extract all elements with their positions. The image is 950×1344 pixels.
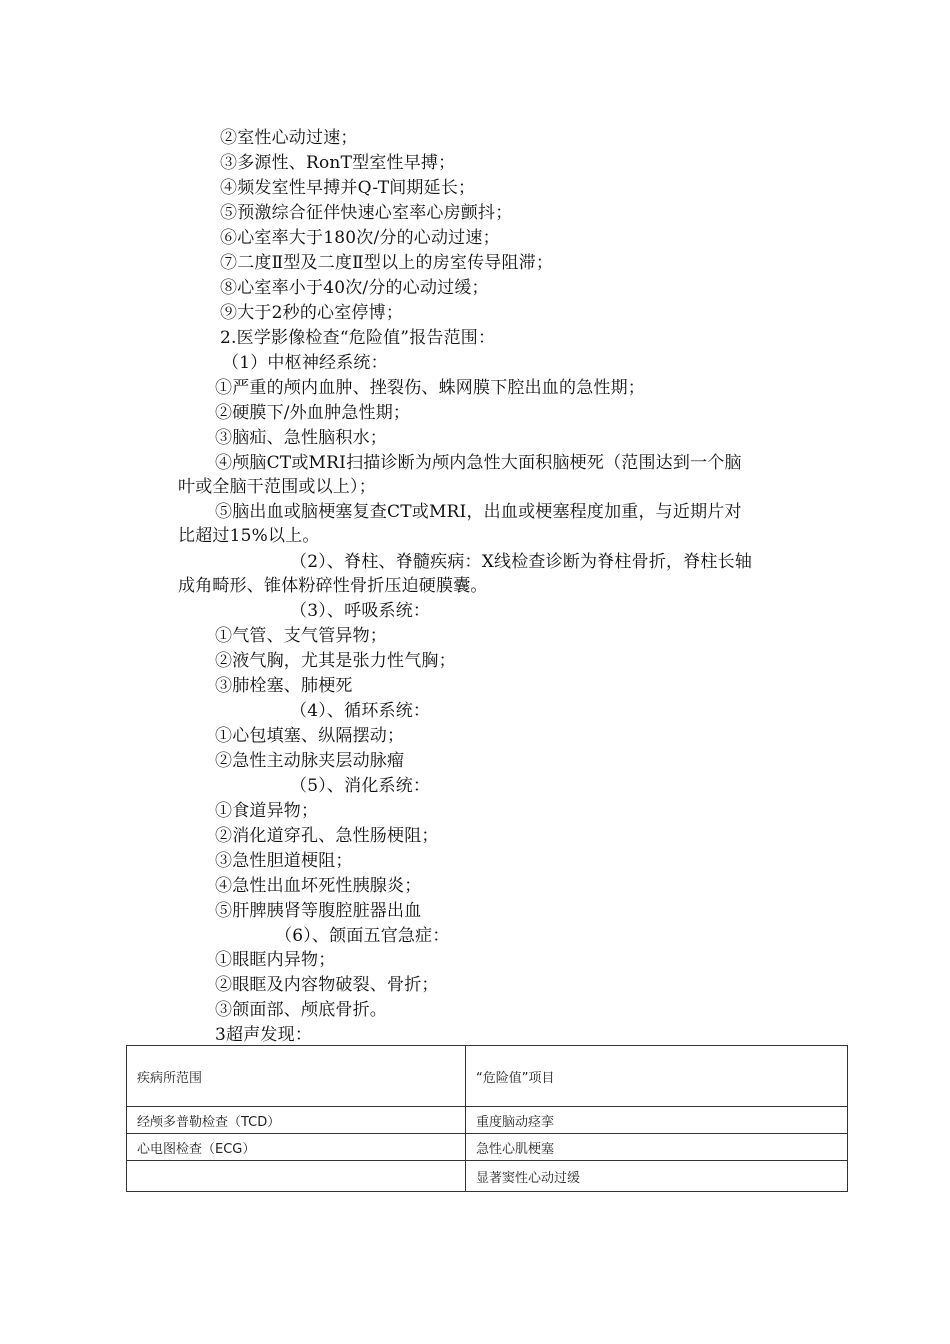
table-row [127,1134,848,1161]
table-cell: 经颅多普勒检查（TCD） [127,1107,466,1134]
circ-item-1: ①心包填塞、纵隔摆动； [215,726,405,746]
ecg-item-7: ⑦二度Ⅱ型及二度Ⅱ型以上的房室传导阻滞； [220,253,554,273]
circ-heading: （4）、循环系统： [290,701,431,721]
spine-heading-line2: 成角畸形、锥体粉碎性骨折压迫硬膜囊。 [178,576,488,596]
ecg-item-6: ⑥心室率大于180次/分的心动过速； [220,228,500,248]
cns-item-5-line1: ⑤脑出血或脑梗塞复查CT或MRI，出血或梗塞程度加重，与近期片对 [215,502,742,522]
resp-item-1: ①气管、支气管异物； [215,626,387,646]
cns-item-4-line1: ④颅脑CT或MRI扫描诊断为颅内急性大面积脑梗死（范围达到一个脑 [215,453,742,473]
dig-item-1: ①食道异物； [215,801,319,821]
dig-item-5: ⑤肝脾胰肾等腹腔脏器出血 [215,901,422,921]
dig-item-2: ②消化道穿孔、急性肠梗阻； [215,826,439,846]
circ-item-2: ②急性主动脉夹层动脉瘤 [215,751,405,771]
ultrasound-heading: 3超声发现： [215,1025,313,1045]
table-cell: 显著窦性心动过缓 [466,1161,848,1192]
resp-item-2: ②液气胸，尤其是张力性气胸； [215,651,456,671]
cns-heading: （1）中枢神经系统： [222,353,388,373]
ecg-item-8: ⑧心室率小于40次/分的心动过缓； [220,278,489,298]
table-header-row [127,1046,848,1107]
ecg-item-4: ④频发室性早搏并Q-T间期延长； [220,178,476,198]
face-item-3: ③颌面部、颅底骨折。 [215,1000,387,1020]
dig-item-4: ④急性出血坏死性胰腺炎； [215,876,422,896]
header-cell-item: “危险值”项目 [466,1046,848,1107]
table-cell: 急性心肌梗塞 [466,1134,848,1161]
cns-item-3: ③脑疝、急性脑积水； [215,428,387,448]
imaging-section-heading: 2.医学影像检查“危险值”报告范围： [220,328,496,348]
table-row [127,1161,848,1192]
table-cell [127,1161,466,1192]
face-item-2: ②眼眶及内容物破裂、骨折； [215,975,439,995]
dig-heading: （5）、消化系统： [290,776,431,796]
dig-item-3: ③急性胆道梗阻； [215,851,353,871]
spine-heading-line1: （2）、脊柱、脊髓疾病：X线检查诊断为脊柱骨折，脊柱长轴 [290,552,753,572]
critical-value-table [126,1045,848,1192]
resp-heading: （3）、呼吸系统： [290,601,431,621]
table-row [127,1107,848,1134]
ecg-item-3: ③多源性、RonT型室性早搏； [220,153,456,173]
header-cell-scope: 疾病所范围 [127,1046,466,1107]
ecg-item-2: ②室性心动过速； [220,128,358,148]
face-item-1: ①眼眶内异物； [215,950,336,970]
table-cell: 心电图检查（ECG） [127,1134,466,1161]
face-heading: （6）、颌面五官急症： [275,926,450,946]
cns-item-1: ①严重的颅内血肿、挫裂伤、蛛网膜下腔出血的急性期； [215,378,645,398]
ecg-item-5: ⑤预激综合征伴快速心室率心房颤抖； [220,203,513,223]
cns-item-2: ②硬膜下/外血肿急性期； [215,403,411,423]
cns-item-4-line2: 叶或全脑干范围或以上）； [178,477,376,497]
ecg-item-9: ⑨大于2秒的心室停博； [220,303,404,323]
resp-item-3: ③肺栓塞、肺梗死 [215,676,353,696]
cns-item-5-line2: 比超过15%以上。 [178,526,320,546]
table-cell: 重度脑动痉挛 [466,1107,848,1134]
